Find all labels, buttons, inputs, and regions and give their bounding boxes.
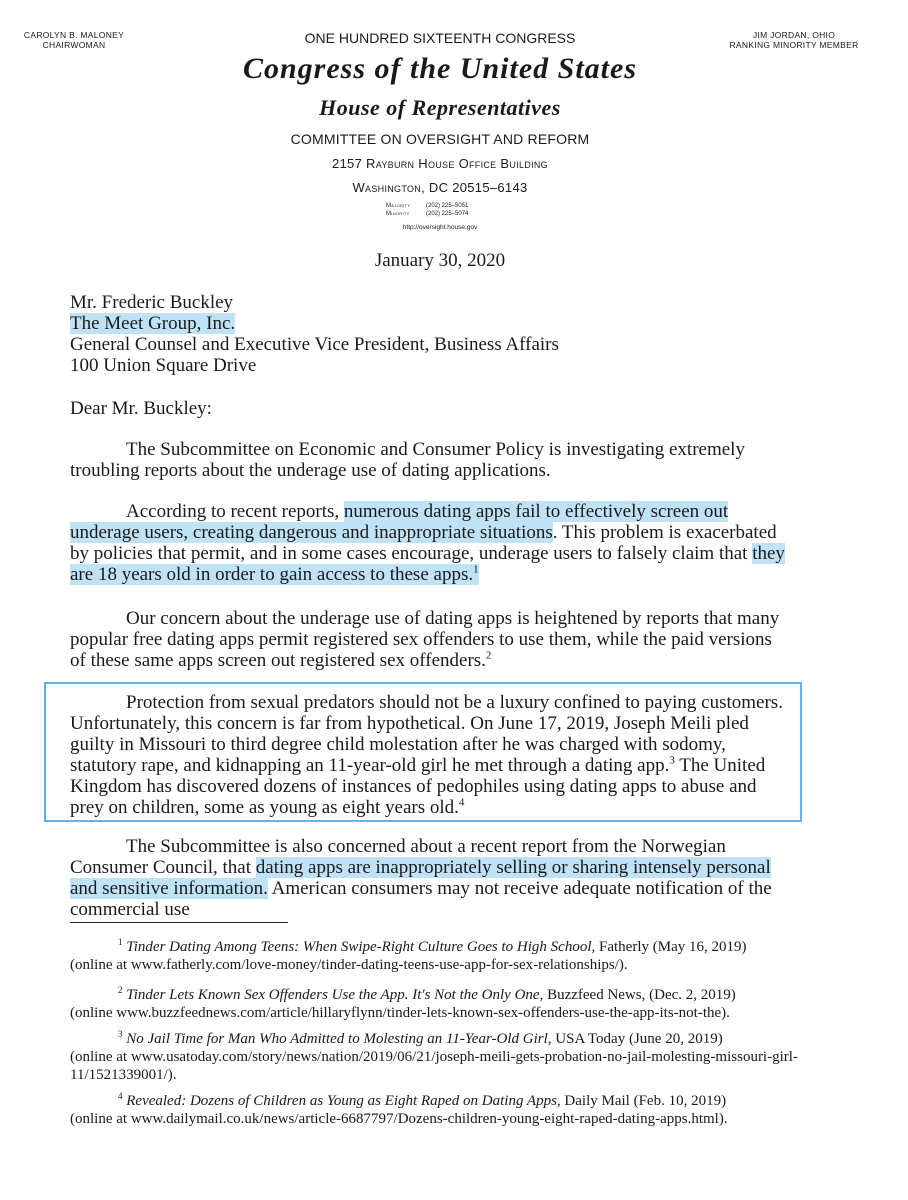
paragraph-4-text-b: The United Kingdom has discovered dozens of instances of pedophiles using dating apps to abuse and prey on children, some as young as eight years old. — [70, 755, 766, 818]
footnote-url: (online www.buzzfeednews.com/article/hillaryflynn/tinder-lets-known-sex-offenders-use-the-app-its-not-the). — [70, 1005, 730, 1021]
footnote-ref-2: 2 — [485, 649, 492, 662]
ranking-member-title: RANKING MINORITY MEMBER — [729, 40, 859, 50]
salutation: Dear Mr. Buckley: — [70, 398, 212, 419]
footnote-number: 2 — [118, 985, 123, 995]
ranking-member-name: JIM JORDAN, OHIO — [752, 30, 836, 40]
paragraph-4-text-a: Protection from sexual predators should not be a luxury confined to paying customers. Unfortunately, this concern is far from hypothetical. On June 17, 2019, Joseph Meili pled guilty in Missouri to third degree child molestation after he was charged with sodomy, statutory rape, and kidnapping an 11-year-old girl he met through a dating app. — [70, 692, 783, 776]
footnote-1 — [70, 938, 810, 974]
paragraph-2-text-a: According to recent reports, — [126, 501, 344, 522]
chair-name: CAROLYN B. MALONEY — [23, 30, 125, 40]
footnote-ref-4: 4 — [458, 796, 465, 809]
congress-title: Congress of the United States — [242, 52, 638, 85]
footnote-3 — [70, 1030, 810, 1084]
footnote-title: Tinder Lets Known Sex Offenders Use the App. It's Not the Only One — [126, 987, 540, 1003]
office-address: 2157 Rayburn House Office Building — [332, 156, 548, 171]
paragraph-1-text: The Subcommittee on Economic and Consumer Policy is investigating extremely troubling reports about the underage use of dating applications. — [70, 439, 745, 481]
paragraph-1 — [70, 439, 790, 481]
footnote-url: (online at www.dailymail.co.uk/news/article-6687797/Dozens-children-young-eight-raped-dating-apps.html). — [70, 1111, 728, 1127]
recipient-address — [70, 292, 559, 376]
paragraph-2-text-b: . This problem is exacerbated by policies that permit, and in some cases encourage, underage users to falsely claim that — [70, 522, 777, 564]
footnote-ref-1: 1 — [473, 563, 479, 576]
recipient-street: 100 Union Square Drive — [70, 355, 257, 376]
footnote-source: , USA Today (June 20, 2019) — [547, 1031, 723, 1047]
footnote-ref-3: 3 — [669, 754, 675, 767]
minority-phone: (202) 225–5074 — [426, 211, 469, 217]
highlight-age-claim-text: they are 18 years old in order to gain access to these apps. — [70, 543, 785, 585]
letter-date: January 30, 2020 — [374, 250, 506, 271]
highlight-screening: numerous dating apps fail to effectively screen out underage users, creating dangerous and inappropriate situations — [70, 501, 729, 543]
phone-numbers — [386, 202, 468, 218]
paragraph-3-text: Our concern about the underage use of dating apps is heightened by reports that many popular free dating apps permit registered sex offenders to use them, while the paid versions of these same apps screen out registered sex offenders. — [70, 608, 780, 671]
paragraph-5 — [70, 836, 790, 920]
footnote-divider — [70, 922, 288, 923]
footnote-title: Tinder Dating Among Teens: When Swipe-Right Culture Goes to High School — [126, 939, 592, 955]
recipient-name: Mr. Frederic Buckley — [70, 292, 234, 313]
chair-title: CHAIRWOMAN — [42, 40, 106, 50]
paragraph-3 — [70, 608, 790, 671]
recipient-title: General Counsel and Executive Vice President, Business Affairs — [70, 334, 559, 355]
footnote-4 — [70, 1092, 810, 1128]
paragraph-5-text-b: American consumers may not receive adequate notification of the commercial use — [70, 878, 772, 920]
footnote-number: 4 — [118, 1091, 123, 1101]
footnote-title: No Jail Time for Man Who Admitted to Molesting an 11-Year-Old Girl — [126, 1031, 548, 1047]
office-city: Washington, DC 20515–6143 — [352, 180, 528, 195]
footnote-url: (online at www.fatherly.com/love-money/tinder-dating-teens-use-app-for-sex-relationships/). — [70, 957, 628, 973]
footnote-source: , Daily Mail (Feb. 10, 2019) — [556, 1093, 727, 1109]
highlight-data-sharing: dating apps are inappropriately selling or sharing intensely personal and sensitive information. — [70, 857, 771, 899]
paragraph-5-text-a: The Subcommittee is also concerned about a recent report from the Norwegian Consumer Council, that — [70, 836, 726, 878]
footnote-url: (online at www.usatoday.com/story/news/nation/2019/06/21/joseph-meili-gets-probation-no-jail-molesting-missouri-girl-11/1521339001/). — [70, 1049, 798, 1083]
paragraph-4 — [70, 692, 790, 818]
majority-phone: (202) 225–5051 — [426, 203, 469, 209]
footnote-number: 1 — [118, 937, 123, 947]
paragraph-2 — [70, 501, 790, 585]
footnote-source: , Fatherly (May 16, 2019) — [591, 939, 747, 955]
footnote-number: 3 — [118, 1029, 123, 1039]
committee-name: COMMITTEE ON OVERSIGHT AND REFORM — [290, 131, 590, 147]
minority-label: Minority — [386, 211, 410, 217]
footnote-source: , Buzzfeed News, (Dec. 2, 2019) — [539, 987, 736, 1003]
footnote-2 — [70, 986, 810, 1022]
majority-label: Majority — [386, 203, 411, 209]
footnote-title: Revealed: Dozens of Children as Young as Eight Raped on Dating Apps — [126, 1093, 557, 1109]
recipient-company: The Meet Group, Inc. — [70, 313, 236, 334]
website: http://oversight.house.gov — [402, 224, 478, 231]
congress-number: ONE HUNDRED SIXTEENTH CONGRESS — [304, 30, 576, 46]
house-title: House of Representatives — [319, 95, 561, 120]
